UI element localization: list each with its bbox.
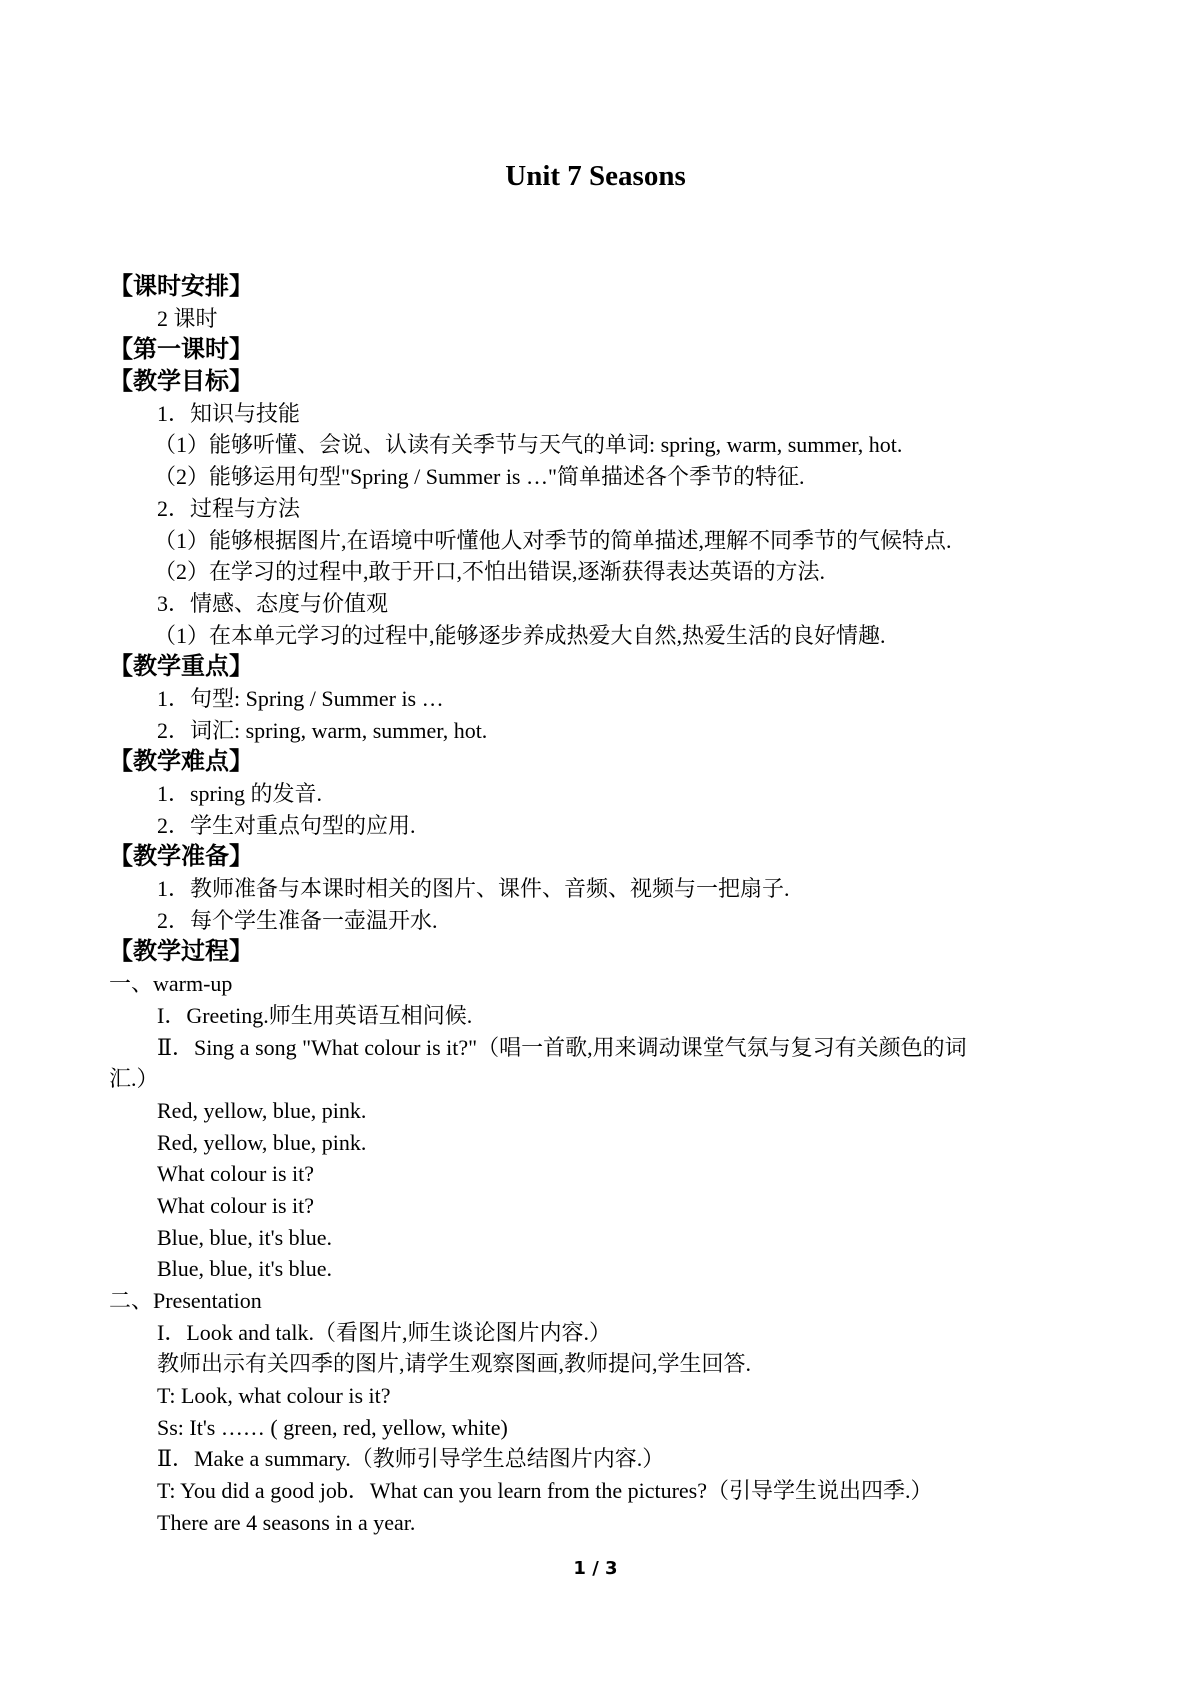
text-line: （1）能够听懂、会说、认读有关季节与天气的单词: spring, warm, summer, hot. bbox=[154, 432, 903, 458]
text-line: Ⅱ．Make a summary.（教师引导学生总结图片内容.） bbox=[157, 1446, 665, 1472]
section-heading: 【教学目标】 bbox=[109, 367, 253, 396]
text-line: 一、warm-up bbox=[109, 971, 233, 997]
text-line: There are 4 seasons in a year. bbox=[157, 1509, 416, 1535]
text-line: Ⅱ．Sing a song "What colour is it?"（唱一首歌,用来调动课堂气氛与复习有关颜色的词 bbox=[157, 1034, 967, 1060]
text-line: 教师出示有关四季的图片,请学生观察图画,教师提问,学生回答. bbox=[157, 1351, 752, 1377]
document-title: Unit 7 Seasons bbox=[505, 160, 686, 192]
text-line: 1．知识与技能 bbox=[157, 400, 301, 426]
text-line: 2．每个学生准备一壶温开水. bbox=[157, 907, 438, 933]
text-line: （2）在学习的过程中,敢于开口,不怕出错误,逐渐获得表达英语的方法. bbox=[154, 559, 826, 585]
text-line: 1．教师准备与本课时相关的图片、课件、音频、视频与一把扇子. bbox=[157, 876, 790, 902]
text-line: Red, yellow, blue, pink. bbox=[157, 1129, 367, 1155]
text-line: I．Greeting.师生用英语互相问候. bbox=[157, 1002, 473, 1028]
text-line: （1）能够根据图片,在语境中听懂他人对季节的简单描述,理解不同季节的气候特点. bbox=[154, 527, 952, 553]
section-heading: 【课时安排】 bbox=[109, 272, 253, 300]
text-line: 汇.） bbox=[109, 1066, 159, 1092]
text-line: T: You did a good job．What can you learn from the pictures?（引导学生说出四季.） bbox=[157, 1478, 933, 1504]
text-line: （1）在本单元学习的过程中,能够逐步养成热爱大自然,热爱生活的良好情趣. bbox=[154, 622, 886, 648]
text-line: 1．spring 的发音. bbox=[157, 781, 323, 806]
text-line: 1．句型: Spring / Summer is … bbox=[157, 685, 444, 711]
text-line: Blue, blue, it's blue. bbox=[157, 1256, 333, 1282]
text-line: 2．过程与方法 bbox=[157, 495, 301, 521]
text-line: 二、Presentation bbox=[109, 1288, 262, 1313]
text-line: What colour is it? bbox=[157, 1192, 315, 1218]
section-heading: 【教学准备】 bbox=[109, 842, 253, 871]
section-heading: 【教学过程】 bbox=[109, 937, 253, 966]
text-line: T: Look, what colour is it? bbox=[157, 1383, 391, 1409]
text-line: Ss: It's …… ( green, red, yellow, white) bbox=[157, 1414, 508, 1440]
section-heading: 【教学难点】 bbox=[109, 747, 253, 776]
text-line: （2）能够运用句型"Spring / Summer is …"简单描述各个季节的特征. bbox=[154, 464, 805, 490]
text-line: 2 课时 bbox=[157, 305, 218, 331]
text-line: 2．学生对重点句型的应用. bbox=[157, 812, 416, 838]
text-line: 3．情感、态度与价值观 bbox=[157, 590, 389, 616]
section-heading: 【第一课时】 bbox=[109, 335, 253, 364]
section-heading: 【教学重点】 bbox=[109, 652, 253, 681]
text-line: I．Look and talk.（看图片,师生谈论图片内容.） bbox=[157, 1319, 612, 1345]
page-number: 1 / 3 bbox=[573, 1558, 618, 1579]
text-line: Red, yellow, blue, pink. bbox=[157, 1097, 367, 1123]
document-body bbox=[109, 271, 1099, 1539]
text-line: Blue, blue, it's blue. bbox=[157, 1224, 333, 1250]
text-line: What colour is it? bbox=[157, 1161, 315, 1187]
text-line: 2．词汇: spring, warm, summer, hot. bbox=[157, 717, 488, 743]
